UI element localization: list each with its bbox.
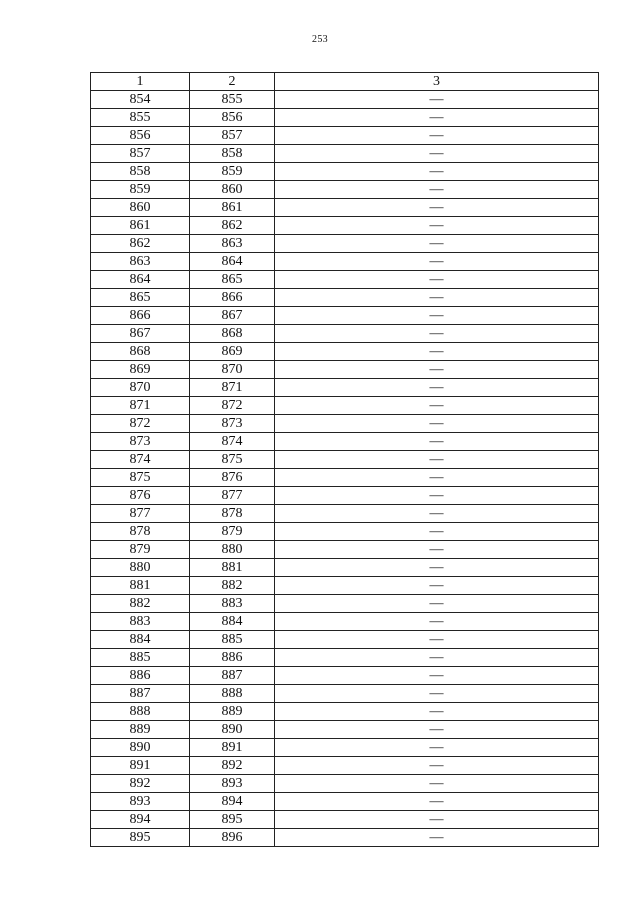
table-cell-col-3: — <box>275 343 599 361</box>
table-cell-col-3: — <box>275 127 599 145</box>
table-row <box>91 685 599 703</box>
table-cell-col-1: 861 <box>91 217 190 235</box>
table-row <box>91 325 599 343</box>
table-cell-col-3: — <box>275 397 599 415</box>
table-cell-col-1: 894 <box>91 811 190 829</box>
table-cell-col-2: 867 <box>190 307 275 325</box>
table-cell-col-3: — <box>275 235 599 253</box>
table-cell-col-2: 874 <box>190 433 275 451</box>
table-row <box>91 433 599 451</box>
table-row <box>91 163 599 181</box>
table-header <box>91 73 599 91</box>
table-cell-col-1: 880 <box>91 559 190 577</box>
table-cell-col-2: 860 <box>190 181 275 199</box>
table-row <box>91 307 599 325</box>
table-cell-col-1: 856 <box>91 127 190 145</box>
column-header-1: 1 <box>91 73 190 91</box>
table-cell-col-2: 873 <box>190 415 275 433</box>
table-cell-col-2: 869 <box>190 343 275 361</box>
table-row <box>91 739 599 757</box>
table-row <box>91 127 599 145</box>
table-row <box>91 757 599 775</box>
table-row <box>91 505 599 523</box>
table-cell-col-3: — <box>275 829 599 847</box>
table-cell-col-2: 880 <box>190 541 275 559</box>
table-cell-col-1: 884 <box>91 631 190 649</box>
table-cell-col-3: — <box>275 307 599 325</box>
table-cell-col-2: 885 <box>190 631 275 649</box>
table-cell-col-1: 858 <box>91 163 190 181</box>
table-body <box>91 91 599 847</box>
table-cell-col-3: — <box>275 145 599 163</box>
table-row <box>91 703 599 721</box>
table-cell-col-1: 875 <box>91 469 190 487</box>
table-row <box>91 631 599 649</box>
table-cell-col-2: 883 <box>190 595 275 613</box>
table-cell-col-2: 894 <box>190 793 275 811</box>
table-cell-col-2: 892 <box>190 757 275 775</box>
table-cell-col-3: — <box>275 325 599 343</box>
table-cell-col-2: 865 <box>190 271 275 289</box>
table-cell-col-2: 896 <box>190 829 275 847</box>
table-cell-col-1: 888 <box>91 703 190 721</box>
table-row <box>91 343 599 361</box>
table-cell-col-1: 854 <box>91 91 190 109</box>
table-cell-col-2: 879 <box>190 523 275 541</box>
table-row <box>91 811 599 829</box>
table-row <box>91 235 599 253</box>
table-cell-col-2: 895 <box>190 811 275 829</box>
table-cell-col-2: 857 <box>190 127 275 145</box>
table-row <box>91 595 599 613</box>
table-cell-col-3: — <box>275 595 599 613</box>
table-cell-col-1: 868 <box>91 343 190 361</box>
table-cell-col-3: — <box>275 361 599 379</box>
table-cell-col-1: 863 <box>91 253 190 271</box>
table-cell-col-1: 882 <box>91 595 190 613</box>
table-row <box>91 613 599 631</box>
table-cell-col-1: 885 <box>91 649 190 667</box>
table-row <box>91 109 599 127</box>
table-cell-col-2: 862 <box>190 217 275 235</box>
table-row <box>91 199 599 217</box>
table-cell-col-2: 875 <box>190 451 275 469</box>
table-cell-col-1: 892 <box>91 775 190 793</box>
table-cell-col-2: 871 <box>190 379 275 397</box>
table-row <box>91 649 599 667</box>
table-cell-col-1: 895 <box>91 829 190 847</box>
table-row <box>91 577 599 595</box>
table-row <box>91 487 599 505</box>
table-cell-col-1: 879 <box>91 541 190 559</box>
table-cell-col-2: 878 <box>190 505 275 523</box>
table-cell-col-1: 889 <box>91 721 190 739</box>
table-cell-col-3: — <box>275 559 599 577</box>
table-cell-col-2: 887 <box>190 667 275 685</box>
table-cell-col-1: 887 <box>91 685 190 703</box>
table-cell-col-3: — <box>275 631 599 649</box>
table-cell-col-3: — <box>275 217 599 235</box>
table-cell-col-1: 890 <box>91 739 190 757</box>
table-cell-col-1: 873 <box>91 433 190 451</box>
table-cell-col-3: — <box>275 109 599 127</box>
table-cell-col-1: 881 <box>91 577 190 595</box>
table-row <box>91 361 599 379</box>
table-row <box>91 469 599 487</box>
table-row <box>91 253 599 271</box>
table-cell-col-2: 886 <box>190 649 275 667</box>
table-cell-col-2: 882 <box>190 577 275 595</box>
table-cell-col-3: — <box>275 163 599 181</box>
table-cell-col-3: — <box>275 199 599 217</box>
table-cell-col-3: — <box>275 667 599 685</box>
table-row <box>91 775 599 793</box>
table-cell-col-1: 874 <box>91 451 190 469</box>
table-cell-col-3: — <box>275 289 599 307</box>
header-row <box>91 73 599 91</box>
table-cell-col-1: 893 <box>91 793 190 811</box>
table-cell-col-1: 883 <box>91 613 190 631</box>
table-row <box>91 145 599 163</box>
table-row <box>91 181 599 199</box>
table-cell-col-2: 877 <box>190 487 275 505</box>
table-cell-col-2: 858 <box>190 145 275 163</box>
table-cell-col-3: — <box>275 469 599 487</box>
table-row <box>91 289 599 307</box>
table-row <box>91 667 599 685</box>
table-cell-col-1: 891 <box>91 757 190 775</box>
table-row <box>91 415 599 433</box>
data-table <box>90 72 599 847</box>
table-cell-col-2: 876 <box>190 469 275 487</box>
table-cell-col-2: 893 <box>190 775 275 793</box>
table-cell-col-2: 866 <box>190 289 275 307</box>
table-row <box>91 559 599 577</box>
table-cell-col-3: — <box>275 415 599 433</box>
table-cell-col-1: 869 <box>91 361 190 379</box>
table-row <box>91 541 599 559</box>
table-cell-col-3: — <box>275 487 599 505</box>
table-row <box>91 523 599 541</box>
table-cell-col-2: 864 <box>190 253 275 271</box>
table-row <box>91 451 599 469</box>
table-cell-col-1: 867 <box>91 325 190 343</box>
table-cell-col-1: 855 <box>91 109 190 127</box>
table-cell-col-1: 865 <box>91 289 190 307</box>
table-cell-col-3: — <box>275 541 599 559</box>
table-cell-col-2: 881 <box>190 559 275 577</box>
column-header-2: 2 <box>190 73 275 91</box>
table-cell-col-3: — <box>275 271 599 289</box>
table-row <box>91 91 599 109</box>
table-cell-col-3: — <box>275 379 599 397</box>
table-cell-col-3: — <box>275 685 599 703</box>
table-cell-col-1: 866 <box>91 307 190 325</box>
table-cell-col-3: — <box>275 253 599 271</box>
table-cell-col-3: — <box>275 91 599 109</box>
table-cell-col-1: 870 <box>91 379 190 397</box>
table-cell-col-2: 888 <box>190 685 275 703</box>
table-row <box>91 397 599 415</box>
table-cell-col-1: 860 <box>91 199 190 217</box>
table-cell-col-3: — <box>275 523 599 541</box>
table-cell-col-3: — <box>275 703 599 721</box>
table-cell-col-2: 863 <box>190 235 275 253</box>
table-cell-col-2: 891 <box>190 739 275 757</box>
table-cell-col-3: — <box>275 181 599 199</box>
table-row <box>91 217 599 235</box>
table-cell-col-2: 872 <box>190 397 275 415</box>
table-cell-col-3: — <box>275 613 599 631</box>
table-cell-col-1: 859 <box>91 181 190 199</box>
table-cell-col-1: 877 <box>91 505 190 523</box>
table-row <box>91 721 599 739</box>
table-row <box>91 379 599 397</box>
table-cell-col-3: — <box>275 433 599 451</box>
table-row <box>91 271 599 289</box>
table-cell-col-1: 871 <box>91 397 190 415</box>
table-cell-col-2: 855 <box>190 91 275 109</box>
table-cell-col-3: — <box>275 793 599 811</box>
table-cell-col-3: — <box>275 721 599 739</box>
table-cell-col-2: 889 <box>190 703 275 721</box>
table-cell-col-2: 868 <box>190 325 275 343</box>
table-cell-col-3: — <box>275 451 599 469</box>
table-cell-col-3: — <box>275 577 599 595</box>
table-cell-col-2: 856 <box>190 109 275 127</box>
table-cell-col-1: 886 <box>91 667 190 685</box>
table-cell-col-3: — <box>275 757 599 775</box>
table-cell-col-3: — <box>275 505 599 523</box>
table-cell-col-2: 870 <box>190 361 275 379</box>
table-cell-col-3: — <box>275 649 599 667</box>
table-cell-col-1: 857 <box>91 145 190 163</box>
table-cell-col-1: 864 <box>91 271 190 289</box>
table-cell-col-2: 859 <box>190 163 275 181</box>
table-row <box>91 829 599 847</box>
table-cell-col-2: 890 <box>190 721 275 739</box>
table-cell-col-3: — <box>275 775 599 793</box>
table-cell-col-3: — <box>275 811 599 829</box>
table-cell-col-1: 876 <box>91 487 190 505</box>
table-cell-col-3: — <box>275 739 599 757</box>
table-cell-col-1: 862 <box>91 235 190 253</box>
table-cell-col-2: 884 <box>190 613 275 631</box>
table-cell-col-1: 878 <box>91 523 190 541</box>
table-row <box>91 793 599 811</box>
table-cell-col-2: 861 <box>190 199 275 217</box>
page-number: 253 <box>312 34 328 45</box>
table-cell-col-1: 872 <box>91 415 190 433</box>
column-header-3: 3 <box>275 73 599 91</box>
